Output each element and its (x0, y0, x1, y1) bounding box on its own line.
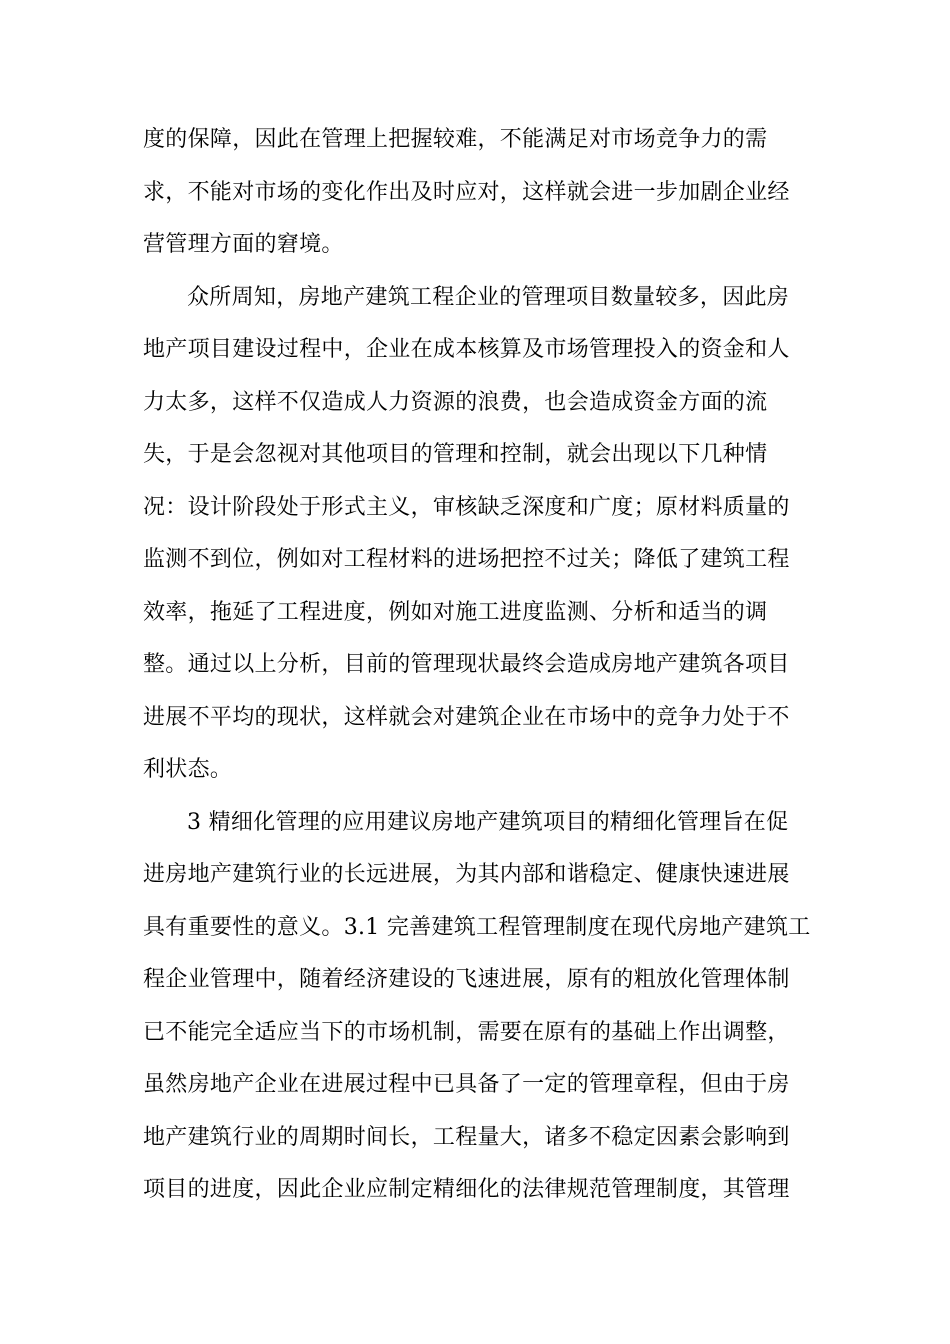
text-line: 度的保障，因此在管理上把握较难，不能满足对市场竞争力的需 (143, 127, 768, 152)
text-line: 虽然房地产企业在进展过程中已具备了一定的管理章程，但由于房 (143, 1072, 790, 1097)
text-line: 程企业管理中，随着经济建设的飞速进展，原有的粗放化管理体制 (143, 967, 790, 992)
paragraph-3 (143, 797, 811, 1217)
text-line: 监测不到位，例如对工程材料的进场把控不过关；降低了建筑工程 (143, 547, 790, 572)
text-line: 效率，拖延了工程进度，例如对施工进度监测、分析和适当的调 (143, 599, 768, 625)
text-line: 失，于是会忽视对其他项目的管理和控制，就会出现以下几种情 (143, 442, 768, 467)
text-line: 项目的进度，因此企业应制定精细化的法律规范管理制度，其管理 (143, 1177, 790, 1202)
text-line: 况：设计阶段处于形式主义，审核缺乏深度和广度；原材料质量的 (143, 494, 790, 520)
paragraph-2 (143, 272, 803, 797)
text-line: 求，不能对市场的变化作出及时应对，这样就会进一步加剧企业经 (143, 179, 790, 205)
text-line: 整。通过以上分析，目前的管理现状最终会造成房地产建筑各项目 (143, 652, 790, 677)
text-line: 进房地产建筑行业的长远进展，为其内部和谐稳定、健康快速进展 (143, 862, 790, 887)
text-line: 地产建筑行业的周期时间长，工程量大，诸多不稳定因素会影响到 (143, 1124, 790, 1150)
text-line: 进展不平均的现状，这样就会对建筑企业在市场中的竞争力处于不 (143, 704, 790, 730)
text-line: 力太多，这样不仅造成人力资源的浪费，也会造成资金方面的流 (143, 389, 768, 415)
document-body (143, 114, 811, 1217)
text-line: 具有重要性的意义。3.1 完善建筑工程管理制度在现代房地产建筑工 (143, 914, 811, 940)
text-line: 已不能完全适应当下的市场机制，需要在原有的基础上作出调整， (143, 1019, 790, 1045)
text-line: 营管理方面的窘境。 (143, 232, 344, 257)
text-line: 3 精细化管理的应用建议房地产建筑项目的精细化管理旨在促 (187, 809, 789, 835)
text-line: 众所周知，房地产建筑工程企业的管理项目数量较多，因此房 (187, 284, 790, 310)
text-line: 地产项目建设过程中，企业在成本核算及市场管理投入的资金和人 (143, 337, 790, 362)
text-line: 利状态。 (143, 757, 233, 782)
paragraph-1 (143, 114, 803, 272)
